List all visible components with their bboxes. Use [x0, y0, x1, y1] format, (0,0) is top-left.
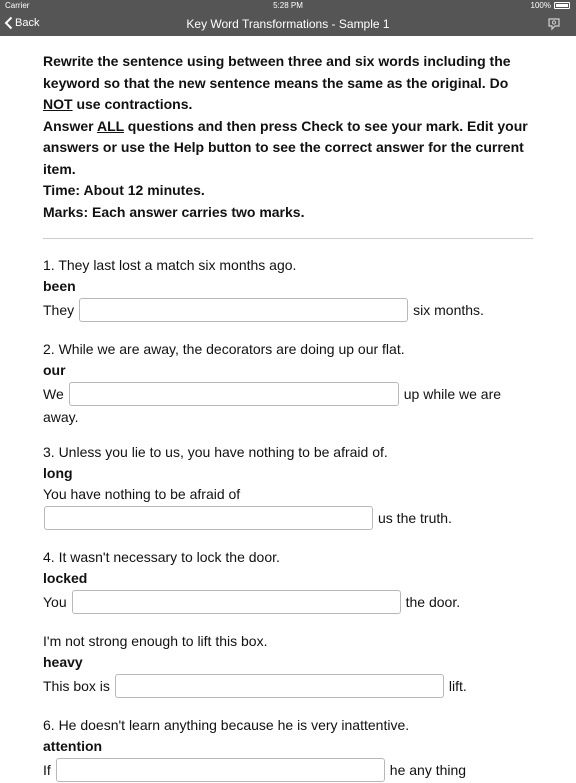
battery-icon [554, 2, 570, 9]
carrier-label: Carrier [5, 1, 30, 10]
answer-suffix: six months. [413, 302, 484, 318]
instruction-rewrite: Rewrite the sentence using between three and six words including the keyword so that the new sentence means the same as the original. Do NOT use contractions. [43, 53, 511, 112]
answer-prefix: If [43, 762, 51, 778]
question-prompt: 2. While we are away, the decorators are doing up our flat. [43, 341, 405, 357]
question-1 [43, 255, 533, 323]
question-prompt: 6. He doesn't learn anything because he is very inattentive. [43, 717, 410, 733]
instruction-answer: Answer ALL questions and then press Check to see your mark. Edit your answers or use the Help button to see the correct answer for the current item. [43, 117, 528, 177]
question-keyword: long [43, 465, 73, 481]
answer-continuation: away. [43, 409, 79, 425]
battery-percent: 100% [530, 1, 551, 10]
answer-input-5[interactable] [115, 674, 444, 698]
page-title: Key Word Transformations - Sample 1 [186, 17, 390, 31]
answer-prefix: You [43, 594, 67, 610]
back-label: Back [15, 17, 40, 29]
status-bar [0, 0, 576, 12]
answer-suffix: lift. [448, 678, 467, 694]
divider [43, 238, 533, 239]
question-6 [43, 715, 533, 783]
answer-suffix: up while we are [403, 386, 502, 402]
question-keyword: heavy [43, 654, 83, 670]
help-icon[interactable] [546, 16, 562, 32]
question-keyword: been [43, 278, 76, 294]
question-keyword: attention [43, 738, 103, 754]
question-3 [43, 442, 533, 531]
answer-input-6[interactable] [56, 758, 385, 782]
answer-suffix: he any thing [389, 762, 467, 778]
question-prompt: 1. They last lost a match six months ago. [43, 257, 297, 273]
question-2 [43, 339, 533, 428]
clock: 5:28 PM [273, 1, 303, 10]
instructions [43, 51, 533, 223]
question-keyword: locked [43, 570, 88, 586]
answer-suffix: the door. [405, 594, 461, 610]
answer-input-4[interactable] [72, 590, 401, 614]
answer-input-3[interactable] [44, 506, 373, 530]
answer-prefix: They [43, 302, 75, 318]
instruction-marks: Marks: Each answer carries two marks. [43, 203, 305, 220]
navigation-bar [0, 12, 576, 36]
question-prompt: 4. It wasn't necessary to lock the door. [43, 549, 280, 565]
instruction-time: Time: About 12 minutes. [43, 182, 205, 198]
question-keyword: our [43, 362, 66, 378]
answer-input-1[interactable] [79, 298, 408, 322]
question-4 [43, 547, 533, 615]
question-5 [43, 631, 533, 699]
answer-suffix: us the truth. [378, 510, 452, 526]
question-prompt: 3. Unless you lie to us, you have nothing to be afraid of. [43, 444, 388, 460]
answer-prefix: This box is [43, 678, 110, 694]
answer-prefix: We [43, 386, 64, 402]
answer-prefix: You have nothing to be afraid of [43, 486, 241, 502]
battery-indicator [531, 1, 570, 10]
answer-input-2[interactable] [69, 382, 399, 406]
exercise-content [43, 36, 533, 783]
question-prompt: I'm not strong enough to lift this box. [43, 633, 268, 649]
